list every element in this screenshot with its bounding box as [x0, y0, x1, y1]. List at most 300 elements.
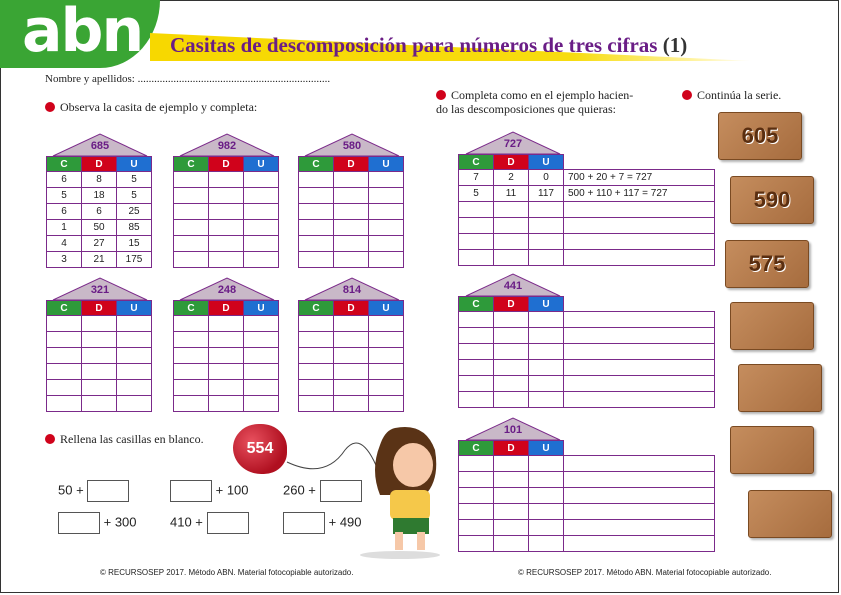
col-u: U: [244, 157, 279, 172]
table-row: [174, 332, 279, 348]
table-row: [299, 220, 404, 236]
series-board-blank[interactable]: [748, 490, 832, 538]
table-row: [47, 348, 152, 364]
blank-cell[interactable]: [117, 348, 152, 364]
blank-cell[interactable]: [459, 312, 494, 328]
blank-cell[interactable]: [82, 348, 117, 364]
house-number: 441: [503, 280, 523, 292]
table-row: [459, 472, 715, 488]
table-row: [459, 328, 715, 344]
blank-cell[interactable]: [494, 456, 529, 472]
blank-cell[interactable]: [244, 332, 279, 348]
table-row: [299, 188, 404, 204]
house-4: [173, 276, 281, 416]
col-d: D: [209, 301, 244, 316]
equation-6: + 490: [283, 512, 362, 534]
table-row: [299, 380, 404, 396]
blank-cell[interactable]: [564, 234, 715, 250]
blank-cell[interactable]: [369, 396, 404, 412]
table-row: [174, 364, 279, 380]
cell: 11: [494, 186, 529, 202]
table-row: [459, 312, 715, 328]
table-row: [47, 252, 152, 268]
blank-cell[interactable]: [564, 488, 715, 504]
blank-cell[interactable]: [459, 536, 494, 552]
table-row: [47, 316, 152, 332]
blank-cell[interactable]: [299, 316, 334, 332]
blank-cell[interactable]: [494, 472, 529, 488]
blank-cell[interactable]: [494, 488, 529, 504]
table-row: [459, 218, 715, 234]
blank-cell[interactable]: [494, 202, 529, 218]
blank-cell[interactable]: [369, 204, 404, 220]
table-row: [459, 344, 715, 360]
blank-cell[interactable]: [494, 504, 529, 520]
table-row: [459, 456, 715, 472]
house-number: 685: [90, 140, 110, 152]
instruction-complete: Completa como en el ejemplo hacien- do las descomposiciones que quieras:: [436, 88, 634, 116]
blank-cell[interactable]: [117, 380, 152, 396]
wide-house-0: [458, 130, 718, 270]
blank-cell[interactable]: [334, 332, 369, 348]
table-row: [299, 172, 404, 188]
blank-cell[interactable]: [117, 396, 152, 412]
col-c: C: [299, 157, 334, 172]
equation-4: + 300: [58, 512, 137, 534]
name-field-label: Nombre y apellidos: ......................................................................: [45, 73, 331, 85]
blank-cell[interactable]: [529, 456, 564, 472]
table-row: [174, 188, 279, 204]
col-d: D: [494, 155, 529, 170]
table-row: [299, 348, 404, 364]
house-2: [298, 132, 406, 272]
blank-cell[interactable]: [174, 364, 209, 380]
blank-cell[interactable]: [334, 188, 369, 204]
table-row: [299, 316, 404, 332]
bullet-icon: [45, 434, 55, 444]
blank-cell[interactable]: [459, 328, 494, 344]
blank-cell[interactable]: [209, 252, 244, 268]
blank-cell[interactable]: [369, 380, 404, 396]
col-c: C: [174, 157, 209, 172]
house-3: [46, 276, 154, 416]
answer-box[interactable]: [87, 480, 129, 502]
bullet-icon: [682, 90, 692, 100]
girl-illustration: [285, 420, 445, 560]
blank-cell[interactable]: [244, 188, 279, 204]
col-u: U: [529, 155, 564, 170]
table-row: [459, 250, 715, 266]
blank-cell[interactable]: [529, 488, 564, 504]
blank-cell[interactable]: [174, 188, 209, 204]
cell: 6: [47, 204, 82, 220]
table-row: [299, 252, 404, 268]
table-row: [174, 380, 279, 396]
col-d: D: [209, 157, 244, 172]
blank-cell[interactable]: [299, 396, 334, 412]
blank-cell[interactable]: [529, 234, 564, 250]
cell: 700 + 20 + 7 = 727: [564, 170, 715, 186]
blank-cell[interactable]: [459, 234, 494, 250]
blank-cell[interactable]: [334, 252, 369, 268]
col-d: D: [334, 301, 369, 316]
house-table: [46, 156, 152, 268]
blank-cell[interactable]: [459, 520, 494, 536]
blank-cell[interactable]: [174, 316, 209, 332]
blank-cell[interactable]: [494, 376, 529, 392]
blank-cell[interactable]: [369, 364, 404, 380]
blank-cell[interactable]: [244, 316, 279, 332]
table-row: [174, 252, 279, 268]
table-row: [174, 204, 279, 220]
table-row: [174, 316, 279, 332]
house-table: [173, 156, 279, 268]
table-row: [459, 520, 715, 536]
cell: 6: [82, 204, 117, 220]
blank-cell[interactable]: [564, 250, 715, 266]
bullet-icon: [45, 102, 55, 112]
blank-cell[interactable]: [174, 204, 209, 220]
blank-cell[interactable]: [529, 312, 564, 328]
blank-cell[interactable]: [564, 218, 715, 234]
cell: 500 + 110 + 117 = 727: [564, 186, 715, 202]
blank-cell[interactable]: [174, 332, 209, 348]
answer-box[interactable]: [207, 512, 249, 534]
wide-house-2: [458, 416, 718, 556]
table-row: [47, 396, 152, 412]
table-row: [174, 236, 279, 252]
house-number: 101: [503, 424, 523, 436]
cell: 27: [82, 236, 117, 252]
blank-cell[interactable]: [299, 236, 334, 252]
blank-cell[interactable]: [47, 348, 82, 364]
table-row: [299, 332, 404, 348]
blank-cell[interactable]: [369, 188, 404, 204]
blank-cell[interactable]: [174, 380, 209, 396]
blank-cell[interactable]: [82, 332, 117, 348]
blank-cell[interactable]: [529, 202, 564, 218]
col-c: C: [47, 301, 82, 316]
blank-cell[interactable]: [494, 392, 529, 408]
col-u: U: [244, 301, 279, 316]
instruction-series: Continúa la serie.: [682, 88, 781, 102]
blank-cell[interactable]: [209, 236, 244, 252]
blank-cell[interactable]: [209, 332, 244, 348]
table-row: [174, 396, 279, 412]
blank-cell[interactable]: [209, 380, 244, 396]
table-row: [459, 488, 715, 504]
page-title: Casitas de descomposición para números de tres cifras (1): [170, 33, 688, 57]
col-c: C: [459, 297, 494, 312]
col-u: U: [117, 157, 152, 172]
table-row: [47, 332, 152, 348]
cell: 5: [117, 172, 152, 188]
blank-cell[interactable]: [299, 332, 334, 348]
blank-cell[interactable]: [244, 236, 279, 252]
cell: 5: [459, 186, 494, 202]
blank-cell[interactable]: [529, 218, 564, 234]
blank-cell[interactable]: [174, 252, 209, 268]
blank-cell[interactable]: [494, 328, 529, 344]
col-c: C: [47, 157, 82, 172]
blank-cell[interactable]: [299, 364, 334, 380]
blank-cell[interactable]: [174, 396, 209, 412]
house-table: [173, 300, 279, 412]
blank-cell[interactable]: [299, 204, 334, 220]
house-number: 248: [217, 284, 237, 296]
blank-cell[interactable]: [174, 236, 209, 252]
instruction-fill: Rellena las casillas en blanco.: [45, 432, 204, 446]
blank-cell[interactable]: [334, 204, 369, 220]
table-row: [47, 204, 152, 220]
blank-cell[interactable]: [459, 488, 494, 504]
blank-cell[interactable]: [244, 396, 279, 412]
blank-cell[interactable]: [47, 316, 82, 332]
blank-cell[interactable]: [82, 364, 117, 380]
blank-cell[interactable]: [244, 348, 279, 364]
blank-cell[interactable]: [174, 220, 209, 236]
series-board-blank[interactable]: [738, 364, 822, 412]
blank-cell[interactable]: [299, 220, 334, 236]
blank-cell[interactable]: [529, 344, 564, 360]
series-board: 605: [718, 112, 802, 160]
blank-cell[interactable]: [369, 220, 404, 236]
col-u: U: [369, 301, 404, 316]
table-row: [459, 186, 715, 202]
blank-cell[interactable]: [334, 316, 369, 332]
blank-cell[interactable]: [494, 234, 529, 250]
wide-house-table: [458, 154, 715, 266]
blank-cell[interactable]: [244, 204, 279, 220]
blank-cell[interactable]: [459, 504, 494, 520]
series-board: 590: [730, 176, 814, 224]
blank-cell[interactable]: [117, 316, 152, 332]
blank-cell[interactable]: [334, 396, 369, 412]
blank-cell[interactable]: [47, 332, 82, 348]
blank-cell[interactable]: [564, 360, 715, 376]
blank-cell[interactable]: [459, 218, 494, 234]
blank-cell[interactable]: [369, 252, 404, 268]
abn-logo: abn: [22, 0, 143, 66]
table-row: [47, 364, 152, 380]
blank-cell[interactable]: [529, 250, 564, 266]
blank-cell[interactable]: [209, 188, 244, 204]
blank-cell[interactable]: [369, 172, 404, 188]
blank-cell[interactable]: [209, 172, 244, 188]
blank-cell[interactable]: [334, 364, 369, 380]
blank-cell[interactable]: [564, 328, 715, 344]
series-board: 575: [725, 240, 809, 288]
blank-cell[interactable]: [209, 220, 244, 236]
blank-cell[interactable]: [529, 504, 564, 520]
blank-cell[interactable]: [299, 380, 334, 396]
col-u: U: [529, 441, 564, 456]
col-c: C: [299, 301, 334, 316]
cell: 5: [47, 188, 82, 204]
blank-cell[interactable]: [459, 456, 494, 472]
blank-cell[interactable]: [529, 360, 564, 376]
blank-cell[interactable]: [369, 348, 404, 364]
blank-cell[interactable]: [459, 250, 494, 266]
col-c: C: [459, 441, 494, 456]
blank-cell[interactable]: [244, 380, 279, 396]
blank-cell[interactable]: [209, 348, 244, 364]
blank-cell[interactable]: [244, 252, 279, 268]
table-row: [47, 188, 152, 204]
blank-cell[interactable]: [529, 328, 564, 344]
blank-cell[interactable]: [244, 220, 279, 236]
blank-cell[interactable]: [564, 344, 715, 360]
house-5: [298, 276, 406, 416]
blank-cell[interactable]: [564, 312, 715, 328]
blank-cell[interactable]: [244, 364, 279, 380]
blank-cell[interactable]: [494, 250, 529, 266]
blank-cell[interactable]: [564, 456, 715, 472]
blank-cell[interactable]: [299, 172, 334, 188]
blank-cell[interactable]: [564, 504, 715, 520]
blank-cell[interactable]: [529, 536, 564, 552]
blank-cell[interactable]: [494, 360, 529, 376]
cell: 0: [529, 170, 564, 186]
blank-cell[interactable]: [334, 236, 369, 252]
blank-cell[interactable]: [564, 376, 715, 392]
blank-cell[interactable]: [174, 348, 209, 364]
col-c: C: [174, 301, 209, 316]
blank-cell[interactable]: [82, 316, 117, 332]
blank-cell[interactable]: [334, 348, 369, 364]
blank-cell[interactable]: [494, 520, 529, 536]
blank-cell[interactable]: [494, 536, 529, 552]
equation-2: + 100: [170, 480, 249, 502]
col-d: D: [334, 157, 369, 172]
table-row: [459, 376, 715, 392]
house-number: 982: [217, 140, 237, 152]
blank-cell[interactable]: [82, 396, 117, 412]
blank-cell[interactable]: [529, 392, 564, 408]
blank-cell[interactable]: [459, 360, 494, 376]
blank-cell[interactable]: [369, 236, 404, 252]
series-board-blank[interactable]: [730, 302, 814, 350]
table-row: [459, 504, 715, 520]
blank-cell[interactable]: [564, 202, 715, 218]
blank-cell[interactable]: [117, 332, 152, 348]
wide-house-table: [458, 296, 715, 408]
table-row: [47, 236, 152, 252]
cell: 4: [47, 236, 82, 252]
house-1: [173, 132, 281, 272]
col-d: D: [494, 441, 529, 456]
cell: 18: [82, 188, 117, 204]
blank-cell[interactable]: [82, 380, 117, 396]
answer-box[interactable]: [58, 512, 100, 534]
answer-box[interactable]: [170, 480, 212, 502]
cell: 7: [459, 170, 494, 186]
table-row: [47, 172, 152, 188]
cell: 5: [117, 188, 152, 204]
house-table: [298, 300, 404, 412]
blank-cell[interactable]: [369, 332, 404, 348]
blank-cell[interactable]: [47, 380, 82, 396]
footer-right: © RECURSOSEP 2017. Método ABN. Material fotocopiable autorizado.: [518, 568, 772, 577]
col-c: C: [459, 155, 494, 170]
blank-cell[interactable]: [244, 172, 279, 188]
col-u: U: [369, 157, 404, 172]
table-row: [174, 348, 279, 364]
footer-left: © RECURSOSEP 2017. Método ABN. Material fotocopiable autorizado.: [100, 568, 354, 577]
blank-cell[interactable]: [459, 344, 494, 360]
cell: 1: [47, 220, 82, 236]
table-row: [459, 202, 715, 218]
house-number: 727: [503, 138, 523, 150]
cell: 8: [82, 172, 117, 188]
blank-cell[interactable]: [209, 396, 244, 412]
blank-cell[interactable]: [529, 376, 564, 392]
table-row: [459, 392, 715, 408]
blank-cell[interactable]: [564, 536, 715, 552]
cell: 15: [117, 236, 152, 252]
house-number: 321: [90, 284, 110, 296]
instruction-observe: Observa la casita de ejemplo y completa:: [45, 100, 257, 114]
cell: 3: [47, 252, 82, 268]
table-row: [47, 380, 152, 396]
blank-cell[interactable]: [529, 520, 564, 536]
blank-cell[interactable]: [334, 380, 369, 396]
cell: 2: [494, 170, 529, 186]
equation-1: 50 +: [58, 480, 129, 502]
balloon-554: 554: [233, 424, 287, 474]
blank-cell[interactable]: [209, 204, 244, 220]
blank-cell[interactable]: [564, 472, 715, 488]
blank-cell[interactable]: [459, 376, 494, 392]
blank-cell[interactable]: [494, 344, 529, 360]
series-board-blank[interactable]: [730, 426, 814, 474]
blank-cell[interactable]: [47, 396, 82, 412]
house-table: [298, 156, 404, 268]
blank-cell[interactable]: [459, 392, 494, 408]
table-row: [299, 364, 404, 380]
blank-cell[interactable]: [334, 220, 369, 236]
col-u: U: [117, 301, 152, 316]
blank-cell[interactable]: [529, 472, 564, 488]
blank-cell[interactable]: [564, 520, 715, 536]
house-number: 814: [342, 284, 362, 296]
blank-cell[interactable]: [209, 316, 244, 332]
blank-cell[interactable]: [564, 392, 715, 408]
table-row: [174, 220, 279, 236]
blank-cell[interactable]: [334, 172, 369, 188]
house-table: [46, 300, 152, 412]
blank-cell[interactable]: [459, 202, 494, 218]
blank-cell[interactable]: [47, 364, 82, 380]
blank-cell[interactable]: [209, 364, 244, 380]
house-0: [46, 132, 154, 272]
table-row: [299, 236, 404, 252]
blank-cell[interactable]: [174, 172, 209, 188]
blank-cell[interactable]: [299, 348, 334, 364]
blank-cell[interactable]: [299, 188, 334, 204]
blank-cell[interactable]: [299, 252, 334, 268]
cell: 6: [47, 172, 82, 188]
table-row: [459, 536, 715, 552]
blank-cell[interactable]: [369, 316, 404, 332]
blank-cell[interactable]: [117, 364, 152, 380]
bullet-icon: [436, 90, 446, 100]
blank-cell[interactable]: [494, 312, 529, 328]
equation-3: 260 +: [283, 480, 362, 502]
blank-cell[interactable]: [494, 218, 529, 234]
blank-cell[interactable]: [459, 472, 494, 488]
col-d: D: [82, 157, 117, 172]
